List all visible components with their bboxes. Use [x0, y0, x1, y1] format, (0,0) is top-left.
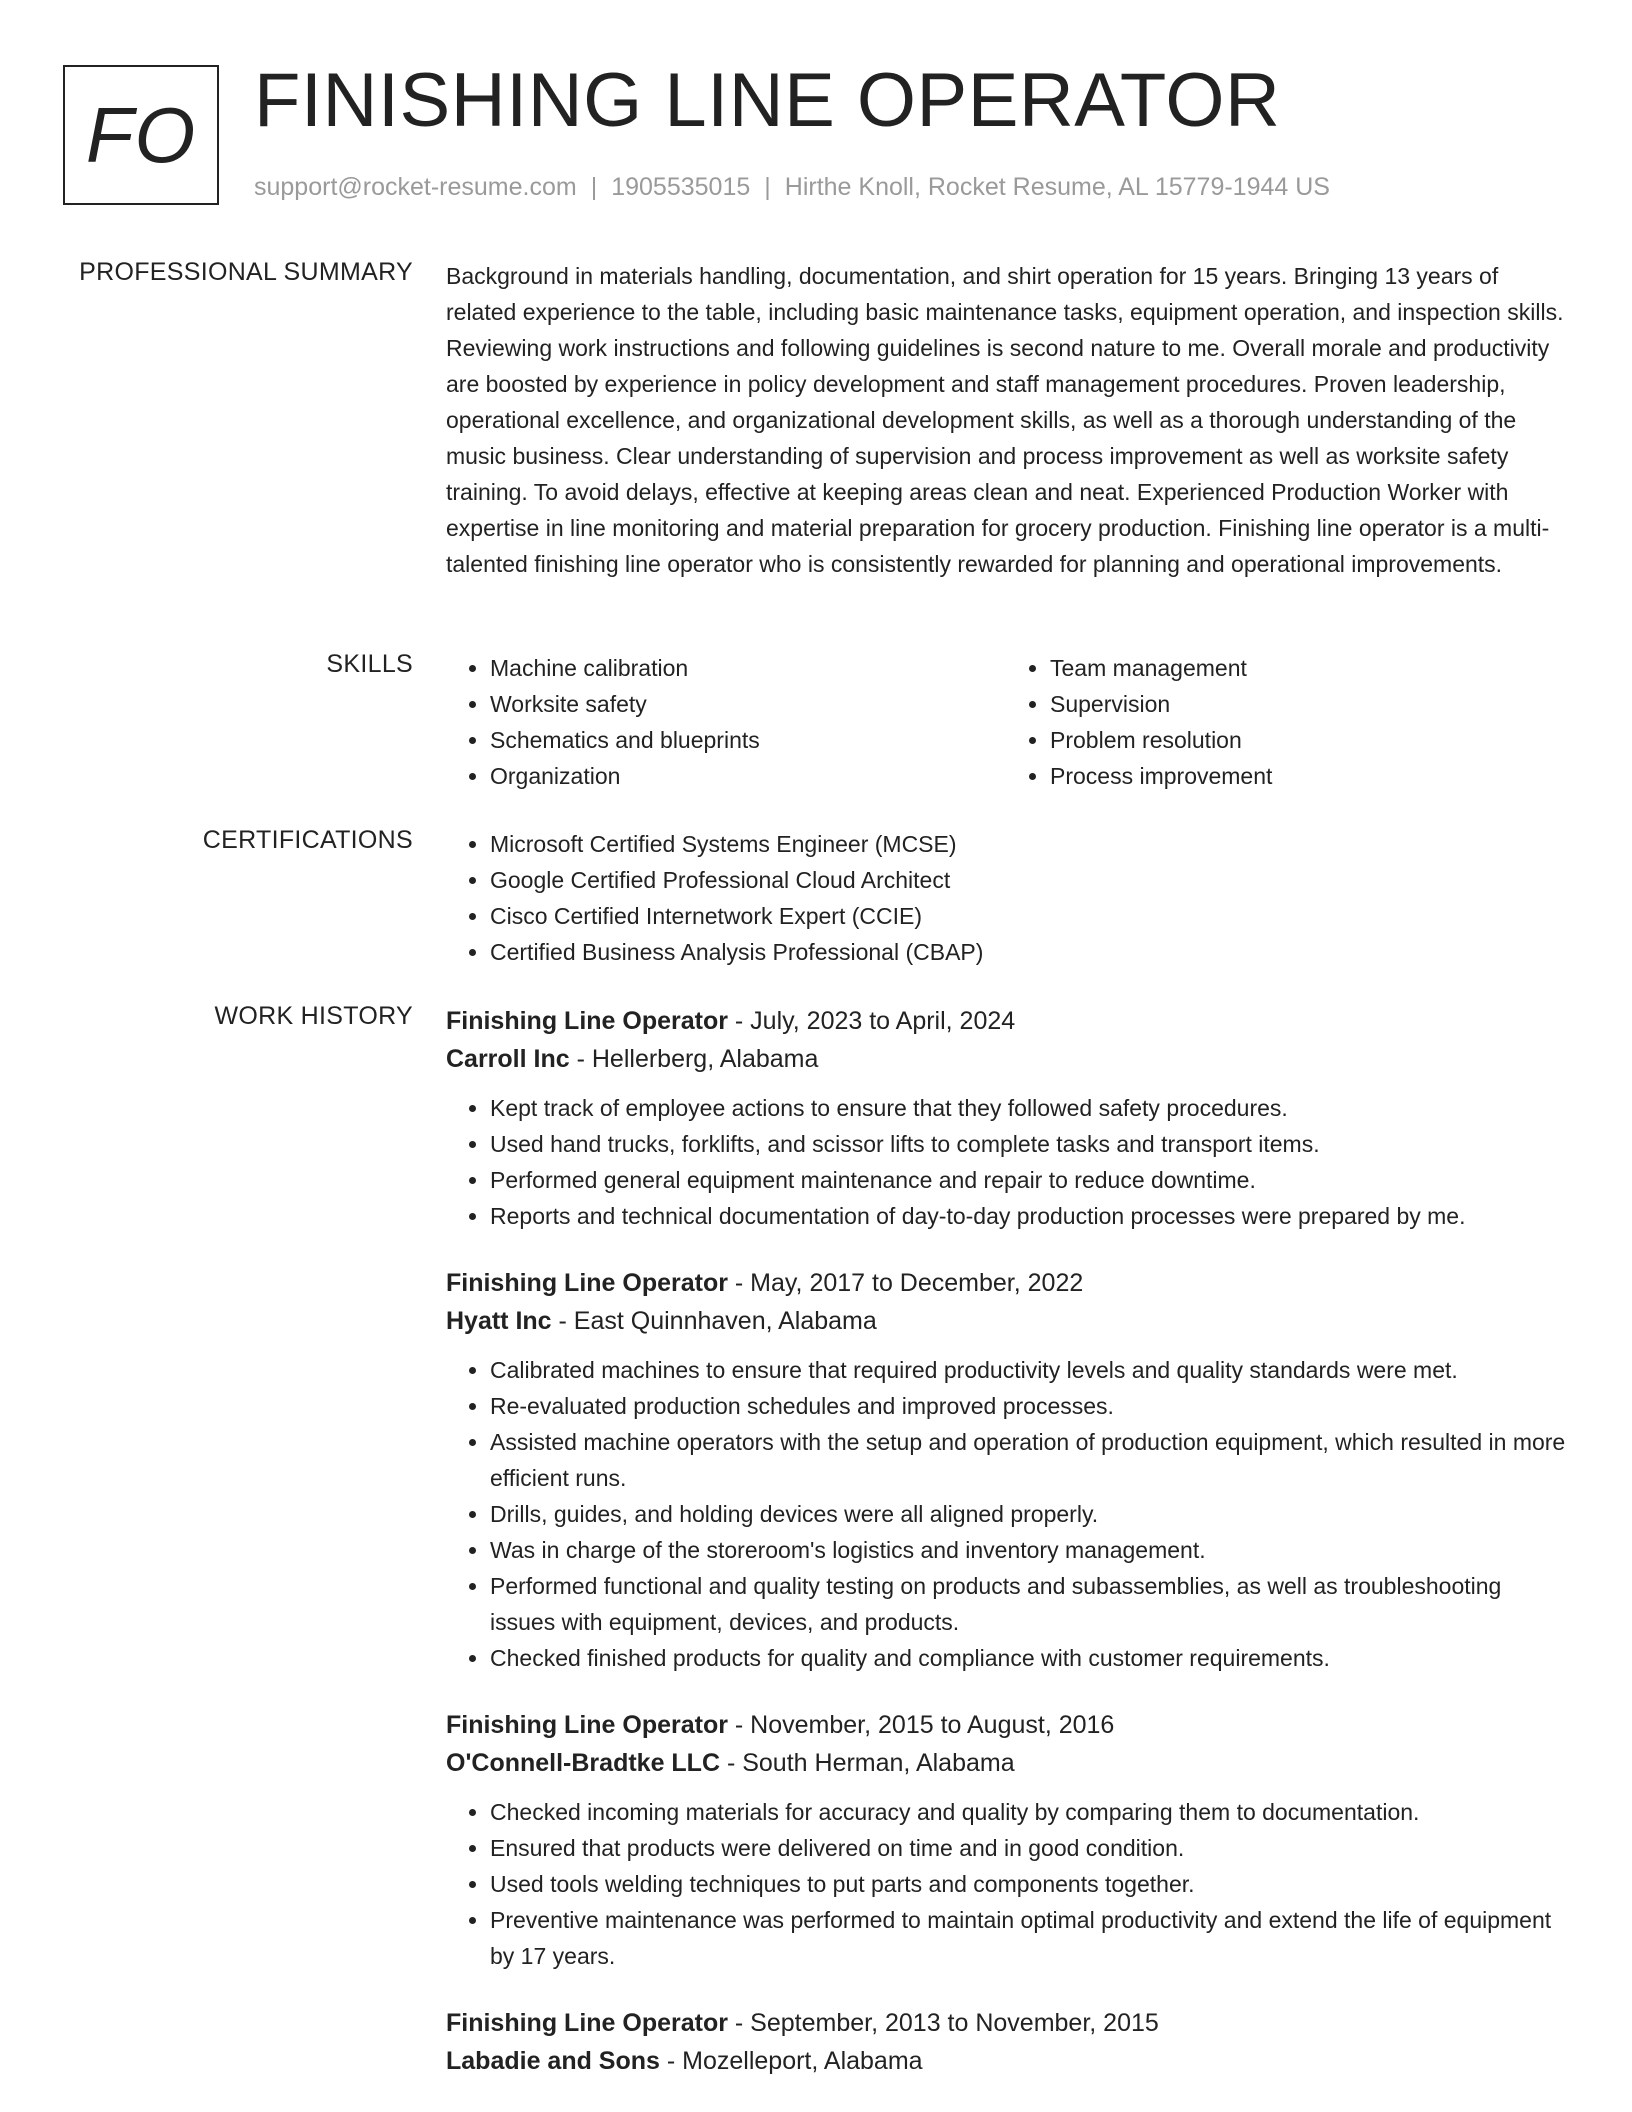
job-bullets [446, 1794, 1566, 1974]
candidate-title: FINISHING LINE OPERATOR [254, 58, 1281, 143]
job-dates: - May, 2017 to December, 2022 [727, 1269, 1084, 1297]
section-label-certifications: CERTIFICATIONS [202, 826, 413, 854]
job-company-line [446, 1744, 1566, 1782]
skill-item: • Schematics and blueprints [490, 722, 1006, 758]
certifications-body [446, 826, 1566, 970]
job-company: O'Connell-Bradtke LLC [446, 1749, 721, 1777]
job-bullet: • Was in charge of the storeroom's logistics and inventory management. [490, 1532, 1566, 1568]
certifications-list [446, 826, 1566, 970]
job-company: Labadie and Sons [446, 2047, 660, 2075]
section-label-summary: PROFESSIONAL SUMMARY [79, 258, 413, 286]
skill-item: • Process improvement [1050, 758, 1566, 794]
job-entry [446, 1706, 1566, 1974]
job-location: - East Quinnhaven, Alabama [551, 1307, 877, 1335]
job-bullet: • Checked incoming materials for accuracy and quality by comparing them to documentation. [490, 1794, 1566, 1830]
section-label-skills: SKILLS [326, 650, 413, 678]
job-bullet: • Used tools welding techniques to put parts and components together. [490, 1866, 1566, 1902]
job-company-line [446, 1040, 1566, 1078]
contact-address: Hirthe Knoll, Rocket Resume, AL 15779-1944 US [784, 173, 1330, 201]
job-title-line [446, 1706, 1566, 1744]
job-title-line [446, 2004, 1566, 2042]
skill-item: • Team management [1050, 650, 1566, 686]
job-location: - South Herman, Alabama [720, 1749, 1015, 1777]
summary-body [446, 258, 1566, 582]
job-entry [446, 1002, 1566, 1234]
job-bullet: • Ensured that products were delivered on time and in good condition. [490, 1830, 1566, 1866]
skill-item: • Problem resolution [1050, 722, 1566, 758]
job-bullet: • Re-evaluated production schedules and improved processes. [490, 1388, 1566, 1424]
job-bullet: • Kept track of employee actions to ensure that they followed safety procedures. [490, 1090, 1566, 1126]
certification-item: • Google Certified Professional Cloud Architect [490, 862, 1566, 898]
job-company-line [446, 2042, 1566, 2080]
job-company: Hyatt Inc [446, 1307, 552, 1335]
job-bullet: • Performed general equipment maintenance and repair to reduce downtime. [490, 1162, 1566, 1198]
job-dates: - July, 2023 to April, 2024 [727, 1007, 1016, 1035]
contact-separator: | [764, 173, 771, 201]
job-bullet: • Assisted machine operators with the setup and operation of production equipment, which resulted in more efficient runs. [490, 1424, 1566, 1496]
resume-header [63, 58, 1572, 210]
skills-body [446, 650, 1566, 794]
job-title: Finishing Line Operator [446, 2009, 728, 2037]
job-bullets [446, 1352, 1566, 1676]
job-location: - Mozelleport, Alabama [659, 2047, 923, 2075]
contact-email: support@rocket-resume.com [254, 173, 577, 201]
job-company-line [446, 1302, 1566, 1340]
job-title: Finishing Line Operator [446, 1711, 728, 1739]
contact-separator: | [590, 173, 598, 201]
job-title-line [446, 1264, 1566, 1302]
skill-item: • Worksite safety [490, 686, 1006, 722]
job-bullet: • Performed functional and quality testing on products and subassemblies, as well as troubleshooting issues with equipment, devices, and products. [490, 1568, 1566, 1640]
section-label-work-history: WORK HISTORY [214, 1002, 413, 1030]
job-bullets [446, 1090, 1566, 1234]
job-title-line [446, 1002, 1566, 1040]
job-dates: - November, 2015 to August, 2016 [727, 1711, 1115, 1739]
job-dates: - September, 2013 to November, 2015 [727, 2009, 1159, 2037]
skill-item: • Organization [490, 758, 1006, 794]
job-location: - Hellerberg, Alabama [569, 1045, 819, 1073]
skill-item: • Supervision [1050, 686, 1566, 722]
certification-item: • Certified Business Analysis Professional (CBAP) [490, 934, 1566, 970]
job-title: Finishing Line Operator [446, 1007, 728, 1035]
job-bullet: • Preventive maintenance was performed to maintain optimal productivity and extend the life of equipment by 17 years. [490, 1902, 1566, 1974]
monogram-badge: FO [63, 65, 219, 205]
contact-phone: 1905535015 [611, 173, 751, 201]
skills-list-right [1006, 650, 1566, 794]
job-title: Finishing Line Operator [446, 1269, 728, 1297]
work-history-body [446, 1002, 1566, 2110]
certification-item: • Microsoft Certified Systems Engineer (MCSE) [490, 826, 1566, 862]
job-bullet: • Drills, guides, and holding devices were all aligned properly. [490, 1496, 1566, 1532]
job-entry [446, 2004, 1566, 2080]
job-bullet: • Used hand trucks, forklifts, and scissor lifts to complete tasks and transport items. [490, 1126, 1566, 1162]
skill-item: • Machine calibration [490, 650, 1006, 686]
job-company: Carroll Inc [446, 1045, 570, 1073]
summary-text: Background in materials handling, documentation, and shirt operation for 15 years. Bringing 13 years of related experience to the table, including basic maintenance tasks, equipment operation, and inspection skills. Reviewing work instructions and following guidelines is second nature to me. Overall morale and productivity are boosted by experience in policy development and staff management procedures. Proven leadership, operational excellence, and organizational development skills, as well as a thorough understanding of the music business. Clear understanding of supervision and process improvement as well as worksite safety training. To avoid delays, effective at keeping areas clean and neat. Experienced Production Worker with expertise in line monitoring and material preparation for grocery production. Finishing line operator is a multi-talented finishing line operator who is consistently rewarded for planning and operational improvements. [446, 263, 1564, 577]
skills-list-left [446, 650, 1006, 794]
contact-line [254, 173, 1330, 202]
job-bullet: • Reports and technical documentation of day-to-day production processes were prepared by me. [490, 1198, 1566, 1234]
job-bullet: • Calibrated machines to ensure that required productivity levels and quality standards were met. [490, 1352, 1566, 1388]
job-entry [446, 1264, 1566, 1676]
certification-item: • Cisco Certified Internetwork Expert (CCIE) [490, 898, 1566, 934]
job-bullet: • Checked finished products for quality and compliance with customer requirements. [490, 1640, 1566, 1676]
